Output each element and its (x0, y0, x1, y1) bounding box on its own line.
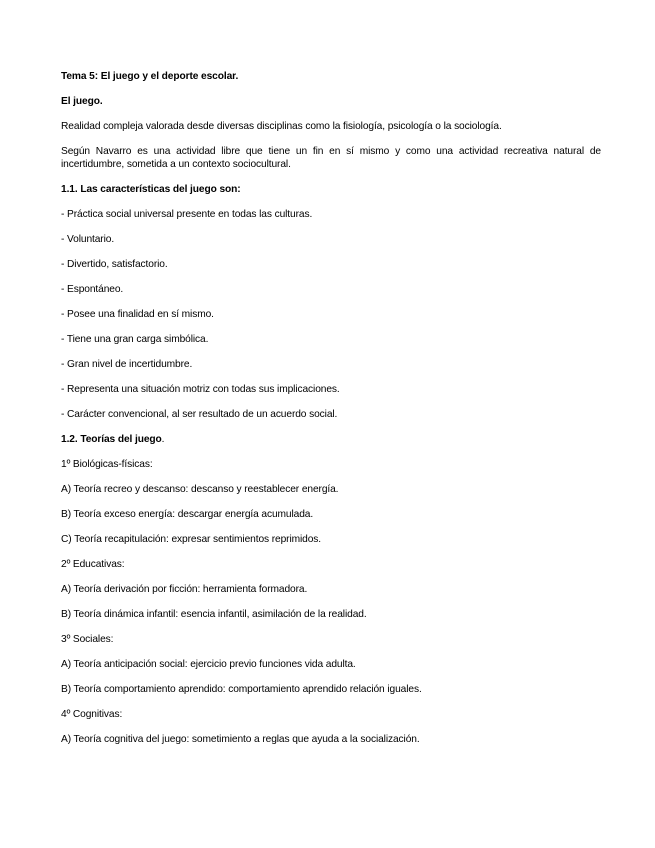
document-title: Tema 5: El juego y el deporte escolar. (61, 71, 239, 82)
theory-item: C) Teoría recapitulación: expresar sentimientos reprimidos. (61, 534, 322, 545)
intro-paragraph: Realidad compleja valorada desde diversas disciplinas como la fisiología, psicología o la sociología. (61, 121, 502, 132)
characteristic-item: - Espontáneo. (61, 284, 124, 295)
theories-heading-tail: . (161, 434, 165, 445)
characteristic-item: - Tiene una gran carga simbólica. (61, 334, 209, 345)
characteristic-item: - Posee una finalidad en sí mismo. (61, 309, 214, 320)
theory-item: A) Teoría anticipación social: ejercicio previo funciones vida adulta. (61, 659, 356, 670)
characteristic-item: - Voluntario. (61, 234, 115, 245)
theory-item: B) Teoría exceso energía: descargar energía acumulada. (61, 509, 314, 520)
document-page (61, 70, 601, 758)
navarro-paragraph: Según Navarro es una actividad libre que tiene un fin en sí mismo y como una actividad recreativa natural de incertidumbre, sometida a un contexto sociocultural. (61, 146, 601, 170)
theory-item: A) Teoría cognitiva del juego: sometimiento a reglas que ayuda a la socialización. (61, 734, 420, 745)
theories-heading (61, 433, 601, 446)
characteristic-item: - Divertido, satisfactorio. (61, 259, 168, 270)
theory-group-label: 4º Cognitivas: (61, 709, 123, 720)
theory-item: B) Teoría dinámica infantil: esencia infantil, asimilación de la realidad. (61, 609, 367, 620)
theory-group-label: 1º Biológicas-físicas: (61, 459, 153, 470)
theory-item: B) Teoría comportamiento aprendido: comportamiento aprendido relación iguales. (61, 684, 422, 695)
characteristics-heading: 1.1. Las características del juego son: (61, 184, 241, 195)
theory-group-label: 3º Sociales: (61, 634, 114, 645)
theories-heading-bold: 1.2. Teorías del juego (61, 434, 162, 445)
characteristic-item: - Representa una situación motriz con todas sus implicaciones. (61, 384, 340, 395)
characteristic-item: - Gran nivel de incertidumbre. (61, 359, 193, 370)
theory-group-label: 2º Educativas: (61, 559, 125, 570)
theory-item: A) Teoría derivación por ficción: herramienta formadora. (61, 584, 308, 595)
theory-item: A) Teoría recreo y descanso: descanso y reestablecer energía. (61, 484, 339, 495)
characteristic-item: - Práctica social universal presente en todas las culturas. (61, 209, 313, 220)
characteristic-item: - Carácter convencional, al ser resultado de un acuerdo social. (61, 409, 338, 420)
section-heading: El juego. (61, 96, 103, 107)
